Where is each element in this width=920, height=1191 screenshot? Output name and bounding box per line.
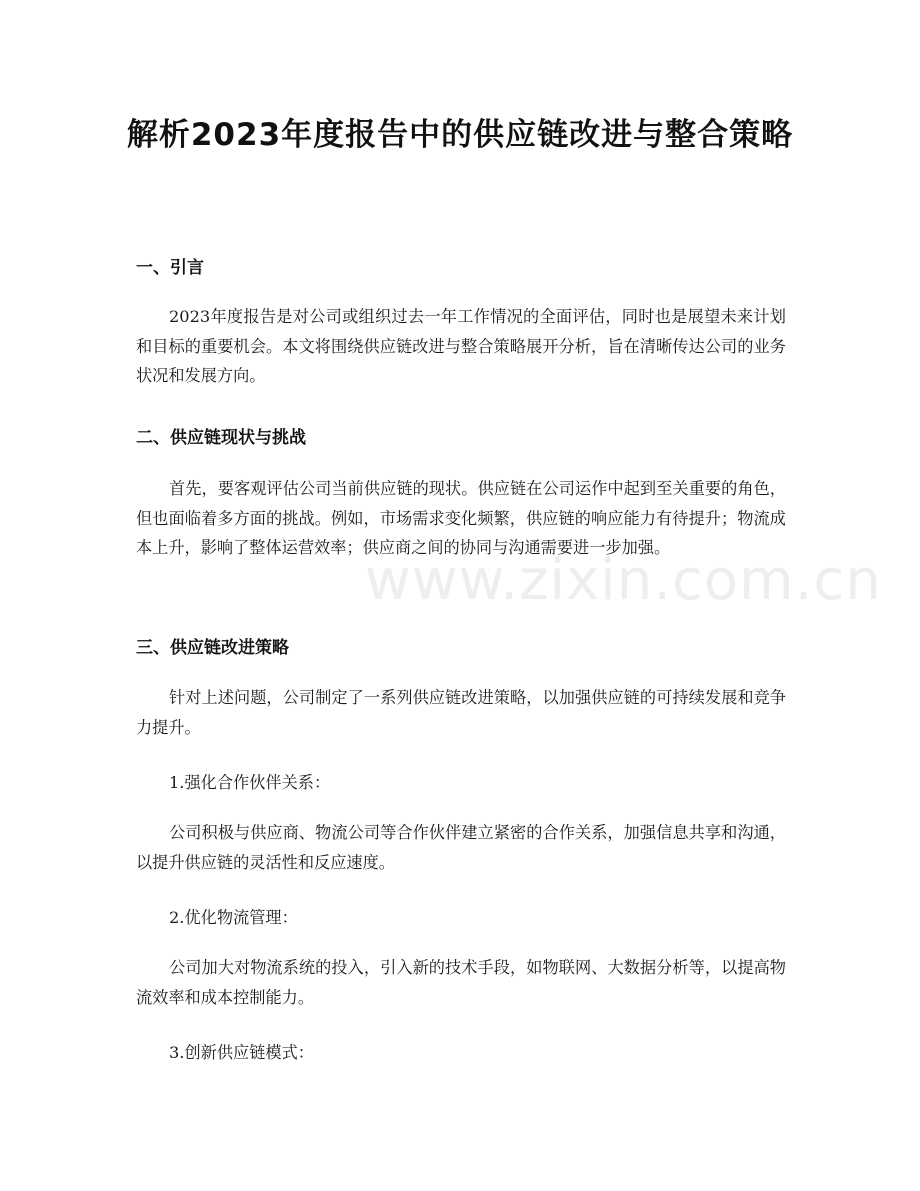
strategy-item-title: 2.优化物流管理： (169, 908, 298, 927)
section-intro: 针对上述问题，公司制定了一系列供应链改进策略，以加强供应链的可持续发展和竞争力提升。 (136, 688, 786, 737)
strategy-item-title: 1.强化合作伙伴关系： (169, 773, 331, 792)
section-paragraph: 2023年度报告是对公司或组织过去一年工作情况的全面评估，同时也是展望未来计划和目标的重要机会。本文将围绕供应链改进与整合策略展开分析，旨在清晰传达公司的业务状况和发展方向。 (136, 307, 786, 385)
watermark: www.zixin.com.cn (365, 548, 882, 613)
strategy-item-text: 公司积极与供应商、物流公司等合作伙伴建立紧密的合作关系，加强信息共享和沟通，以提升供应链的灵活性和反应速度。 (136, 823, 786, 872)
section-paragraph: 首先，要客观评估公司当前供应链的现状。供应链在公司运作中起到至关重要的角色，但也面临着多方面的挑战。例如，市场需求变化频繁，供应链的响应能力有待提升；物流成本上升，影响了整体运营效率；供应商之间的协同与沟通需要进一步加强。 (136, 479, 786, 557)
strategy-item-title: 3.创新供应链模式： (169, 1043, 314, 1062)
section-heading-status: 二、供应链现状与挑战 (136, 428, 306, 448)
document-title: 解析2023年度报告中的供应链改进与整合策略 (126, 117, 794, 153)
section-heading-introduction: 一、引言 (136, 258, 204, 278)
section-heading-strategy: 三、供应链改进策略 (136, 638, 289, 658)
strategy-item-text: 公司加大对物流系统的投入，引入新的技术手段，如物联网、大数据分析等，以提高物流效率和成本控制能力。 (136, 958, 786, 1007)
